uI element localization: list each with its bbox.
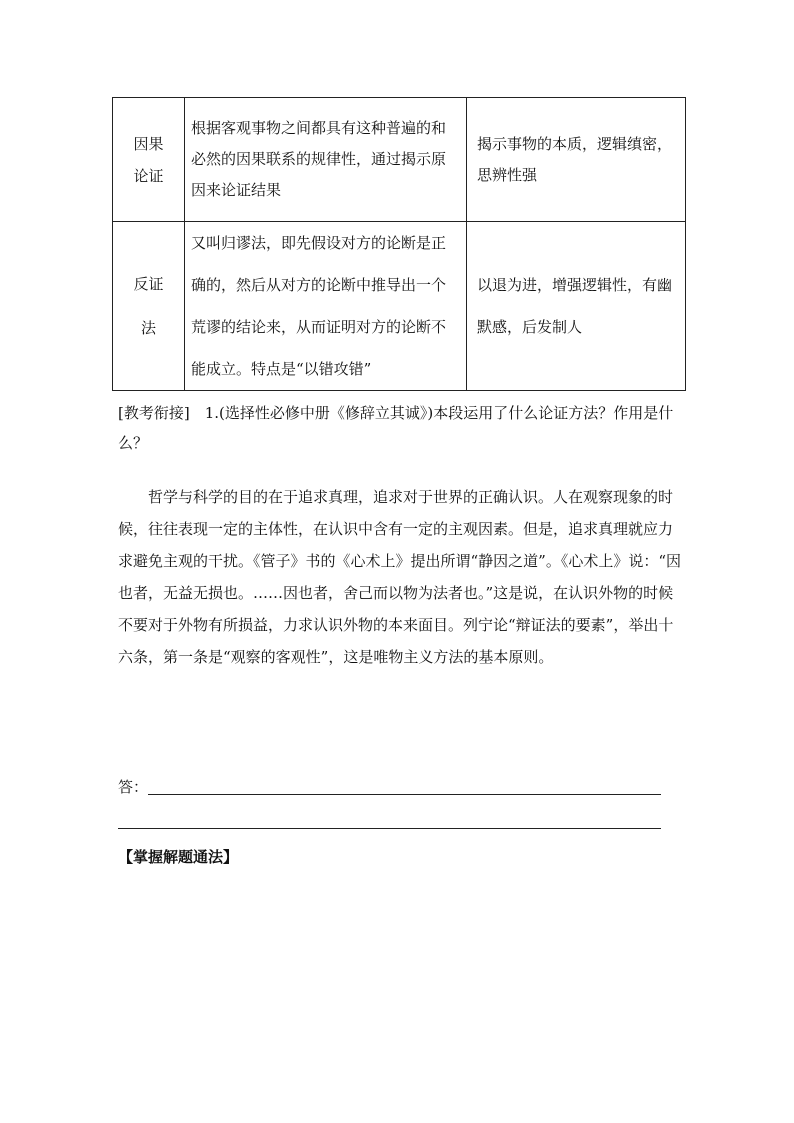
question-tag: [教考衔接] [118,404,190,422]
method-effect-cell [467,222,686,391]
question-text: 1.(选择性必修中册《修辞立其诚》)本段运用了什么论证方法？作用是什么？ [118,404,674,452]
question [118,398,686,458]
answer-line[interactable] [118,828,661,829]
method-name: 因果 论证 [133,134,164,185]
method-description: 又叫归谬法，即先假设对方的论断是正确的，然后从对方的论断中推导出一个荒谬的结论来，从而证明对方的论断不能成立。特点是“以错攻错” [191,234,447,378]
method-effect: 揭示事物的本质，逻辑缜密，思辨性强 [477,134,673,184]
method-description-cell [185,98,467,222]
method-name-cell [113,222,185,391]
section-heading: 【掌握解题通法】 [118,848,239,866]
method-effect-cell [467,98,686,222]
method-effect: 以退为进，增强逻辑性，有幽默感，后发制人 [477,276,673,336]
method-name: 反证 法 [133,275,164,337]
answer-label: 答： [118,778,149,796]
method-name-cell [113,98,185,222]
table-row [113,98,686,222]
argument-methods-table [112,97,686,391]
table-row [113,222,686,391]
method-description: 根据客观事物之间都具有这种普遍的和必然的因果联系的规律性，通过揭示原因来论证结果 [191,119,447,199]
answer-area [118,776,661,798]
answer-line[interactable] [148,794,661,795]
reading-passage: 哲学与科学的目的在于追求真理，追求对于世界的正确认识。人在观察现象的时候，往往表现一定的主体性，在认识中含有一定的主观因素。但是，追求真理就应力求避免主观的干扰。《管子》书的《心术上》提出所谓“静因之道”。《心术上》说：“因也者，无益无损也。……因也者，舍己而以物为法者也。”这是说，在认识外物的时候不要对于外物有所损益，力求认识外物的本来面目。列宁论“辩证法的要素”，举出十六条，第一条是“观察的客观性”，这是唯物主义方法的基本原则。 [118,488,682,666]
method-description-cell [185,222,467,391]
